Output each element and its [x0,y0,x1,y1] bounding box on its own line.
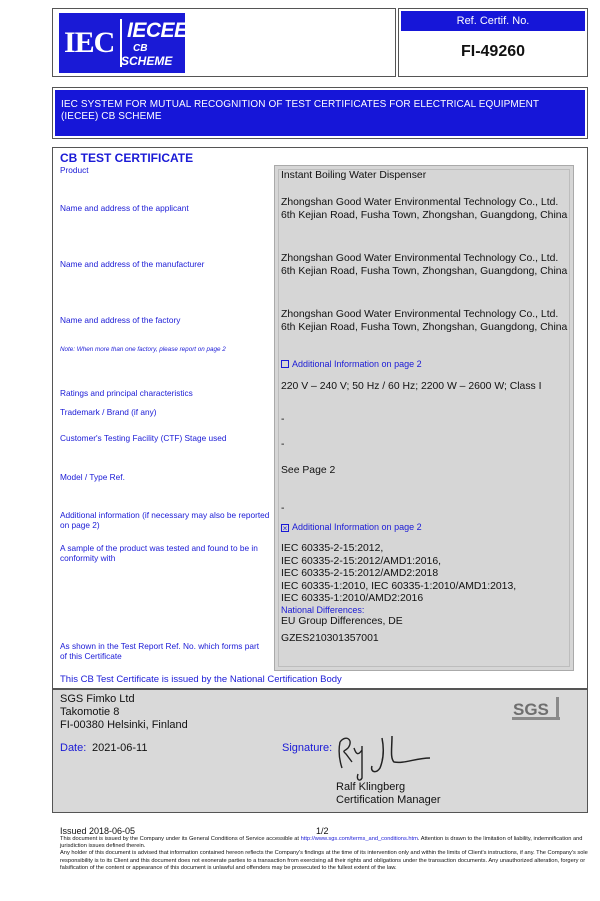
factory-name: Zhongshan Good Water Environmental Technology Co., Ltd. [281,309,559,320]
factory-additional-label: Additional Information on page 2 [292,359,422,369]
standard-line: IEC 60335-1:2010/AMD2:2016 [281,593,424,604]
logo-iec-text: IEC [64,26,115,59]
footer-p1-text-b: . Attention is drawn to the limitation of liability, indemnification and jurisdiction issues defined therein. [60,836,583,850]
standard-line: IEC 60335-2-15:2012/AMD2:2018 [281,568,439,579]
label-trademark: Trademark / Brand (if any) [60,407,157,417]
label-manufacturer: Name and address of the manufacturer [60,259,205,269]
signer-title: Certification Manager [336,794,441,806]
value-additional: - [281,503,285,514]
system-title: IEC SYSTEM FOR MUTUAL RECOGNITION OF TEST CERTIFICATES FOR ELECTRICAL EQUIPMENT (IECEE) CB SCHEME [55,90,585,136]
date-value: 2021-06-11 [92,742,148,754]
footer-p1-text-a: This document is issued by the Company under its General Conditions of Service accessible at [60,836,301,842]
body-street: Takomotie 8 [60,706,120,718]
value-ratings: 220 V – 240 V; 50 Hz / 60 Hz; 2200 W – 2600 W; Class I [281,381,542,392]
manufacturer-name: Zhongshan Good Water Environmental Technology Co., Ltd. [281,253,559,264]
logo-iecee-text: IECEE [127,19,188,42]
standard-line: IEC 60335-2-15:2012/AMD1:2016, [281,555,442,567]
body-address [60,693,188,732]
body-name: SGS Fimko Ltd [60,693,135,705]
body-city: FI-00380 Helsinki, Finland [60,719,188,731]
signer-name: Ralf Klingberg [336,781,406,793]
additional-info-checkbox-icon: × [282,524,288,533]
label-product: Product [60,165,89,175]
ref-certif-number: FI-49260 [460,43,526,60]
additional-info-row [281,521,422,534]
factory-address: 6th Kejian Road, Fusha Town, Zhongshan, Guangdong, China [281,321,568,333]
issued-by-statement: This CB Test Certificate is issued by the National Certification Body [60,674,342,685]
value-report-ref: GZES210301357001 [281,633,379,644]
applicant-address: 6th Kejian Road, Fusha Town, Zhongshan, Guangdong, China [281,209,568,221]
sgs-logo-text: SGS [513,700,549,719]
date-label: Date: [60,742,87,754]
system-title-frame [52,87,588,139]
footer-disclaimer [60,836,590,872]
applicant-name: Zhongshan Good Water Environmental Technology Co., Ltd. [281,197,559,208]
national-differences-value: EU Group Differences, DE [281,616,403,627]
ref-certif-label: Ref. Certif. No. [401,11,585,31]
sgs-logo [512,697,560,721]
label-additional: Additional information (if necessary may also be reported on page 2) [60,510,270,530]
label-factory: Name and address of the factory [60,315,181,325]
footer-paragraph-1 [60,836,590,850]
value-manufacturer [281,253,571,278]
value-product: Instant Boiling Water Dispenser [281,170,427,181]
label-ctf: Customer's Testing Facility (CTF) Stage used [60,433,227,443]
logo-frame [52,8,396,77]
signer-block [336,781,441,807]
factory-additional-checkbox-icon [281,360,289,368]
value-trademark: - [281,414,285,425]
logo-scheme-text: SCHEME [121,54,173,68]
label-model: Model / Type Ref. [60,472,125,482]
value-ctf: - [281,439,285,450]
label-ratings: Ratings and principal characteristics [60,388,193,398]
standard-line: IEC 60335-1:2010, IEC 60335-1:2010/AMD1:2013, [281,580,517,592]
page-number: 1/2 [316,826,329,836]
factory-additional-row [281,358,422,371]
label-conformity: A sample of the product was tested and found to be in conformity with [60,543,258,563]
terms-link[interactable]: http://www.sgs.com/terms_and_conditions.htm [300,836,418,842]
national-differences-label: National Differences: [281,605,365,615]
ref-certif-box [398,8,588,77]
iec-iecee-logo [59,13,188,73]
standard-line: IEC 60335-2-15:2012, [281,543,384,554]
value-model: See Page 2 [281,465,336,476]
issued-date: Issued 2018-06-05 [60,826,136,836]
label-applicant: Name and address of the applicant [60,203,189,213]
logo-cb-text: CB [133,43,148,54]
value-applicant [281,197,571,222]
label-report-ref: As shown in the Test Report Ref. No. which forms part of this Certificate [60,641,260,661]
label-factory-note: Note: When more than one factory, please report on page 2 [60,346,226,353]
additional-info-label: Additional Information on page 2 [292,522,422,532]
signature-label: Signature: [282,742,333,754]
certificate-title: CB TEST CERTIFICATE [60,151,194,165]
handwritten-signature [334,728,434,784]
footer-paragraph-2: Any holder of this document is advised that information contained hereon reflects the Company's findings at the time of its intervention only and within the limits of Client's instructions, if any. The Company's sole responsibility is to its Client and this document does not exonerate parties to a transaction from exercising all their rights and obligations under the transaction documents. Any unauthorized alteration, forgery or falsification of the content or appearance of this document is unlawful and offenders may be prosecuted to the fullest extent of the law. [60,850,588,871]
value-standards [281,543,576,606]
manufacturer-address: 6th Kejian Road, Fusha Town, Zhongshan, Guangdong, China [281,265,568,277]
value-factory [281,309,571,334]
